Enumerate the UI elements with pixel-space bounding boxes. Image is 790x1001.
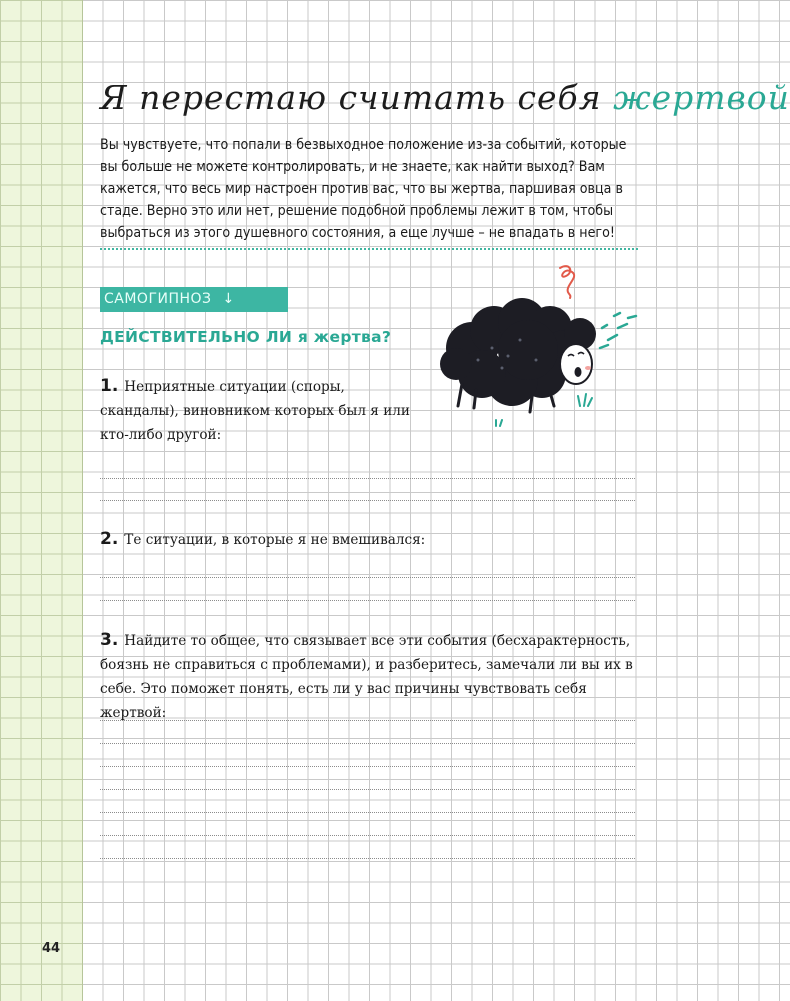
title-main: Я перестаю считать себя [100,78,602,117]
question-3 [100,628,640,725]
answer-line [100,858,635,859]
title-accent: жертвой [613,78,790,117]
question-number: 1. [100,376,119,396]
answer-line [100,600,635,601]
question-2 [100,527,640,552]
question-1 [100,374,420,447]
answer-line [100,500,635,501]
answer-line [100,789,635,790]
question-text: Те ситуации, в которые я не вмешивался: [124,532,426,548]
arrow-down-icon: ↓ [222,291,235,307]
answer-line [100,766,635,767]
intro-paragraph: Вы чувствуете, что попали в безвыходное положение из-за событий, которые вы больше не можете контролировать, и не знаете, как найти выход? Вам кажется, что весь мир настроен против вас, что вы жертва, паршивая овца в стаде. Верно это или нет, решение подобной проблемы лежит в том, чтобы выбраться из этого душевного состояния, а еще лучше – не впадать в него! [100,137,627,241]
answer-line [100,577,635,578]
section-subheading: ДЕЙСТВИТЕЛЬНО ЛИ я жертва? [100,328,392,346]
answer-line [100,743,635,744]
black-sheep-illustration [432,256,652,436]
question-text: Неприятные ситуации (споры, скандалы), виновником которых был я или кто-либо другой: [100,379,410,443]
section-divider [100,248,638,250]
answer-line [100,478,635,479]
question-number: 2. [100,529,119,549]
page-title [100,78,790,117]
answer-line [100,812,635,813]
question-number: 3. [100,630,119,650]
question-text: Найдите то общее, что связывает все эти события (бесхарактерность, боязнь не справиться с проблемами), и разберитесь, замечали ли вы их в себе. Это поможет понять, есть ли у вас причины чувствовать себя жертвой: [100,633,633,721]
section-tag [100,287,288,312]
page-number: 44 [42,941,61,956]
answer-line [100,835,635,836]
section-tag-label: САМОГИПНОЗ [104,291,212,307]
answer-line [100,720,635,721]
page-margin-strip [0,0,83,1001]
